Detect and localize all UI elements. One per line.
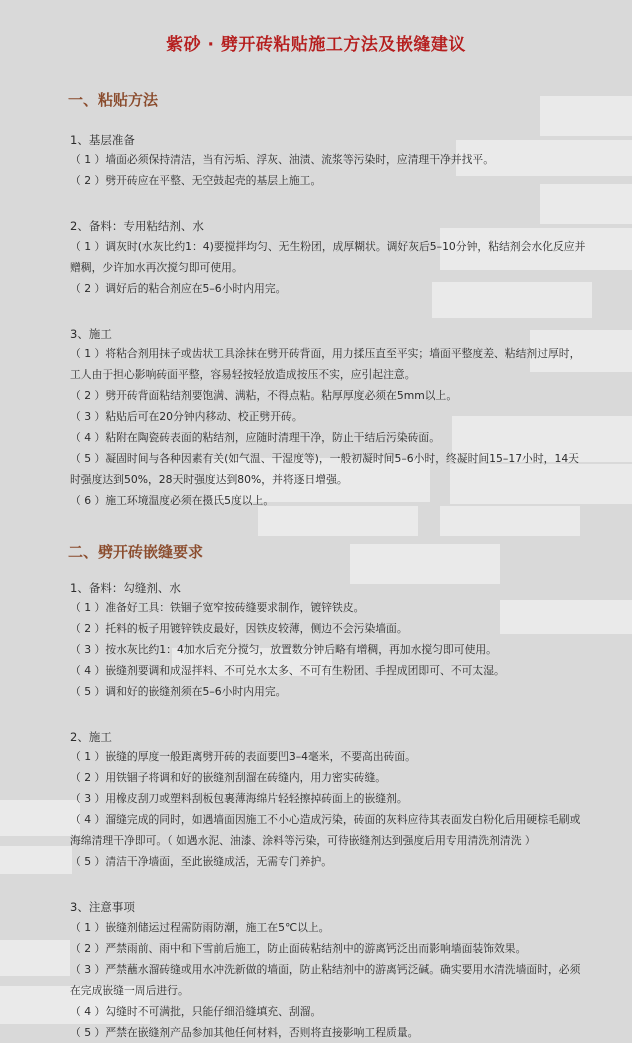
paragraph: （ 2 ）劈开砖背面粘结剂要饱满、满粘，不得点粘。粘厚厚度必须在5mm以上。 bbox=[70, 388, 458, 402]
subsection-title: 2、施工 bbox=[70, 730, 112, 744]
subsection-title: 3、注意事项 bbox=[70, 900, 135, 915]
subsection-title: 1、备料：勾缝剂、水 bbox=[70, 580, 181, 595]
paragraph: （ 4 ）溜缝完成的同时，如遇墙面因施工不小心造成污染，砖面的灰料应待其表面发白粉化后用硬棕毛刷或海绵清理干净即可。（ 如遇水泥、油漆、涂料等污染，可待嵌缝剂达到强度后用专用清洗剂清洗 ） bbox=[70, 813, 581, 848]
paragraph: （ 4 ）嵌缝剂要调和成湿拌料、不可兑水太多、不可有生粉团、手捏成团即可、不可太湿。 bbox=[70, 664, 505, 677]
paragraph: （ 2 ）劈开砖应在平整、无空鼓起壳的基层上施工。 bbox=[70, 174, 322, 188]
paragraph: （ 1 ）准备好工具：铁锢子宽窄按砖缝要求制作，镀锌铁皮。 bbox=[70, 601, 365, 614]
paragraph: （ 6 ）施工环境温度必须在摄氏5度以上。 bbox=[70, 493, 275, 507]
subsection-title: 3、施工 bbox=[70, 326, 112, 341]
paragraph: （ 2 ）严禁雨前、雨中和下雪前后施工，防止面砖粘结剂中的游离钙泛出而影响墙面装饰效果。 bbox=[70, 941, 527, 955]
paragraph: （ 2 ）调好后的粘合剂应在5–6小时内用完。 bbox=[70, 281, 287, 295]
paragraph: （ 4 ）粘附在陶瓷砖表面的粘结剂，应随时清理干净，防止干结后污染砖面。 bbox=[70, 430, 441, 444]
paragraph: （ 2 ）托料的板子用镀锌铁皮最好，因铁皮较薄，侧边不会污染墙面。 bbox=[70, 622, 408, 635]
section-heading-grouting: 二、劈开砖嵌缝要求 bbox=[68, 542, 204, 561]
paragraph: （ 1 ）嵌缝剂储运过程需防雨防潮，施工在5℃以上。 bbox=[70, 920, 330, 934]
subsection-title: 2、备料：专用粘结剂、水 bbox=[70, 219, 204, 234]
paragraph: （ 1 ）嵌缝的厚度一般距离劈开砖的表面要凹3–4毫米，不要高出砖面。 bbox=[70, 750, 416, 764]
paragraph: （ 3 ）按水灰比约1：4加水后充分搅匀，放置数分钟后略有增稠，再加水搅匀即可使用。 bbox=[70, 643, 497, 656]
paragraph: （ 2 ）用铁锢子将调和好的嵌缝剂刮溜在砖缝内，用力密实砖缝。 bbox=[70, 771, 387, 785]
paragraph: （ 5 ）凝固时间与各种因素有关(如气温、干湿度等)，一般初凝时间5–6小时，终凝时间15–17小时，14天时强度达到50%，28天时强度达到80%，并将逐日增强。 bbox=[70, 451, 579, 486]
paragraph: （ 5 ）清洁干净墙面，至此嵌缝成活，无需专门养护。 bbox=[70, 855, 333, 869]
paragraph: （ 1 ）调灰时(水灰比约1：4)要搅拌均匀、无生粉团，成厚糊状。调好灰后5–10分钟，粘结剂会水化反应并赠稠，少许加水再次搅匀即可使用。 bbox=[70, 239, 586, 274]
paragraph: （ 5 ）严禁在嵌缝剂产品参加其他任何材料，否则将直接影响工程质量。 bbox=[70, 1025, 419, 1039]
paragraph: （ 4 ）勾缝时不可满批，只能仔细沿缝填充、刮溜。 bbox=[70, 1004, 322, 1018]
section-heading-paste-method: 一、粘贴方法 bbox=[68, 91, 159, 109]
paragraph: （ 5 ）调和好的嵌缝剂须在5–6小时内用完。 bbox=[70, 685, 287, 698]
paragraph: （ 3 ）粘贴后可在20分钟内移动、校正劈开砖。 bbox=[70, 409, 303, 423]
document-title: 紫砂 · 劈开砖粘贴施工方法及嵌缝建议 bbox=[166, 35, 466, 55]
paragraph: （ 1 ）墙面必须保持清洁，当有污垢、浮灰、油渍、流浆等污染时，应清理干净并找平。 bbox=[70, 153, 495, 167]
paragraph: （ 3 ）严禁蘸水溜砖缝或用水冲洗新做的墙面，防止粘结剂中的游离钙泛碱。确实要用水清洗墙面时，必须在完成嵌缝一周后进行。 bbox=[70, 962, 581, 997]
subsection-title: 1、基层准备 bbox=[70, 133, 135, 147]
paragraph: （ 1 ）将粘合剂用抹子或齿状工具涂抹在劈开砖背面，用力揉压直至平实；墙面平整度差、粘结剂过厚时，工人由于担心影响砖面平整，容易轻按轻放造成按压不实，应引起注意。 bbox=[70, 346, 581, 381]
paragraph: （ 3 ）用橡皮刮刀或塑料刮板包裹薄海绵片轻轻擦掉砖面上的嵌缝剂。 bbox=[70, 792, 408, 806]
